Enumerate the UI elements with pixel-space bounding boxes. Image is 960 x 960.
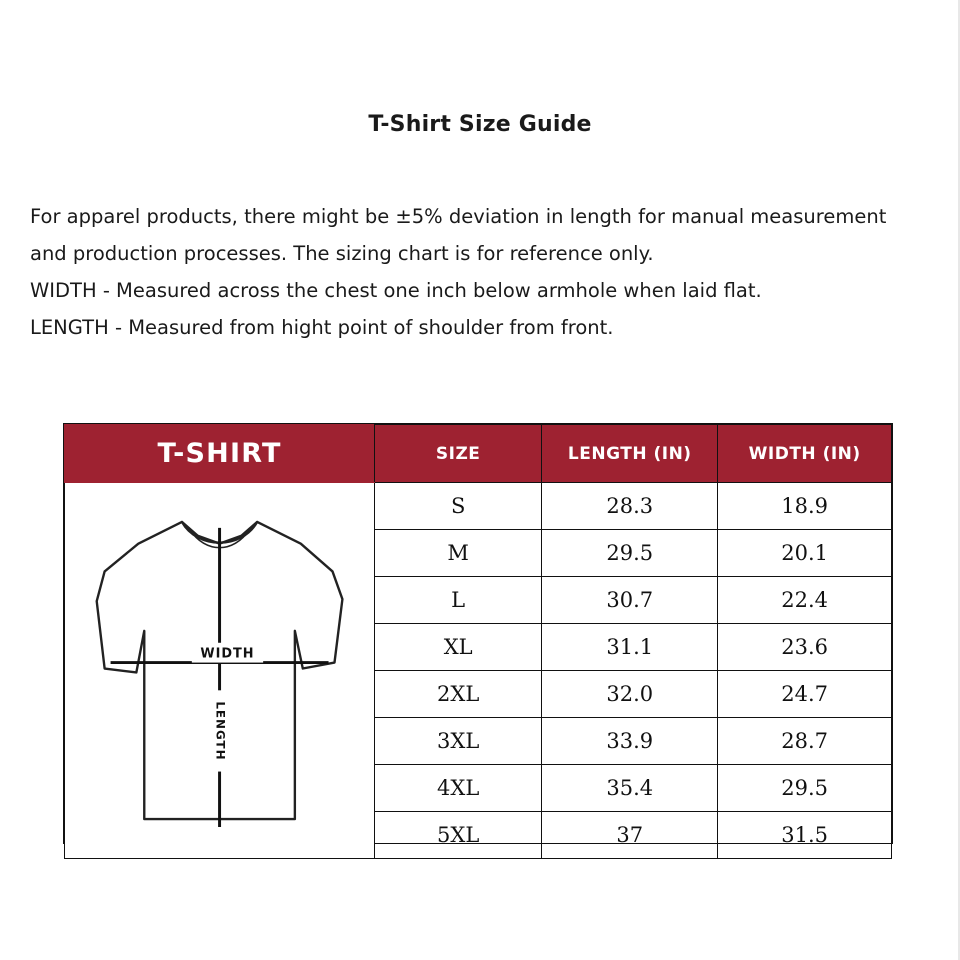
intro-paragraph-3: LENGTH - Measured from hight point of shoulder from front. (30, 316, 614, 339)
header-cell-width: WIDTH (IN) (718, 425, 892, 483)
cell-length: 35.4 (542, 765, 718, 812)
cell-size: 3XL (375, 718, 542, 765)
table-header-row (65, 425, 892, 483)
cell-width: 18.9 (718, 483, 892, 530)
tshirt-diagram-cell (65, 483, 375, 859)
size-table (64, 424, 892, 859)
cell-length: 29.5 (542, 530, 718, 577)
table-row (65, 483, 892, 530)
width-label: WIDTH (200, 646, 255, 662)
tshirt-icon (65, 483, 374, 858)
cell-length: 31.1 (542, 624, 718, 671)
cell-width: 28.7 (718, 718, 892, 765)
cell-width: 29.5 (718, 765, 892, 812)
table-body (65, 483, 892, 859)
cell-size: 2XL (375, 671, 542, 718)
cell-length: 33.9 (542, 718, 718, 765)
cell-length: 28.3 (542, 483, 718, 530)
cell-size: M (375, 530, 542, 577)
cell-size: L (375, 577, 542, 624)
header-cell-length: LENGTH (IN) (542, 425, 718, 483)
cell-width: 22.4 (718, 577, 892, 624)
cell-size: 5XL (375, 812, 542, 859)
cell-length: 37 (542, 812, 718, 859)
cell-length: 30.7 (542, 577, 718, 624)
cell-size: XL (375, 624, 542, 671)
tshirt-diagram (65, 483, 374, 858)
cell-width: 20.1 (718, 530, 892, 577)
length-label: LENGTH (213, 701, 228, 761)
brand-header-cell: T-SHIRT (65, 425, 375, 483)
page-title: T-Shirt Size Guide (368, 112, 592, 137)
cell-length: 32.0 (542, 671, 718, 718)
cell-width: 24.7 (718, 671, 892, 718)
intro-paragraph-2: WIDTH - Measured across the chest one inch below armhole when laid flat. (30, 279, 762, 302)
cell-width: 31.5 (718, 812, 892, 859)
header-cell-size: SIZE (375, 425, 542, 483)
intro-paragraph-1: For apparel products, there might be ±5% deviation in length for manual measurement and production processes. The sizing chart is for reference only. (30, 205, 887, 265)
cell-width: 23.6 (718, 624, 892, 671)
cell-size: 4XL (375, 765, 542, 812)
cell-size: S (375, 483, 542, 530)
intro-text (30, 198, 920, 346)
table-header (65, 425, 892, 483)
size-chart (63, 423, 893, 847)
